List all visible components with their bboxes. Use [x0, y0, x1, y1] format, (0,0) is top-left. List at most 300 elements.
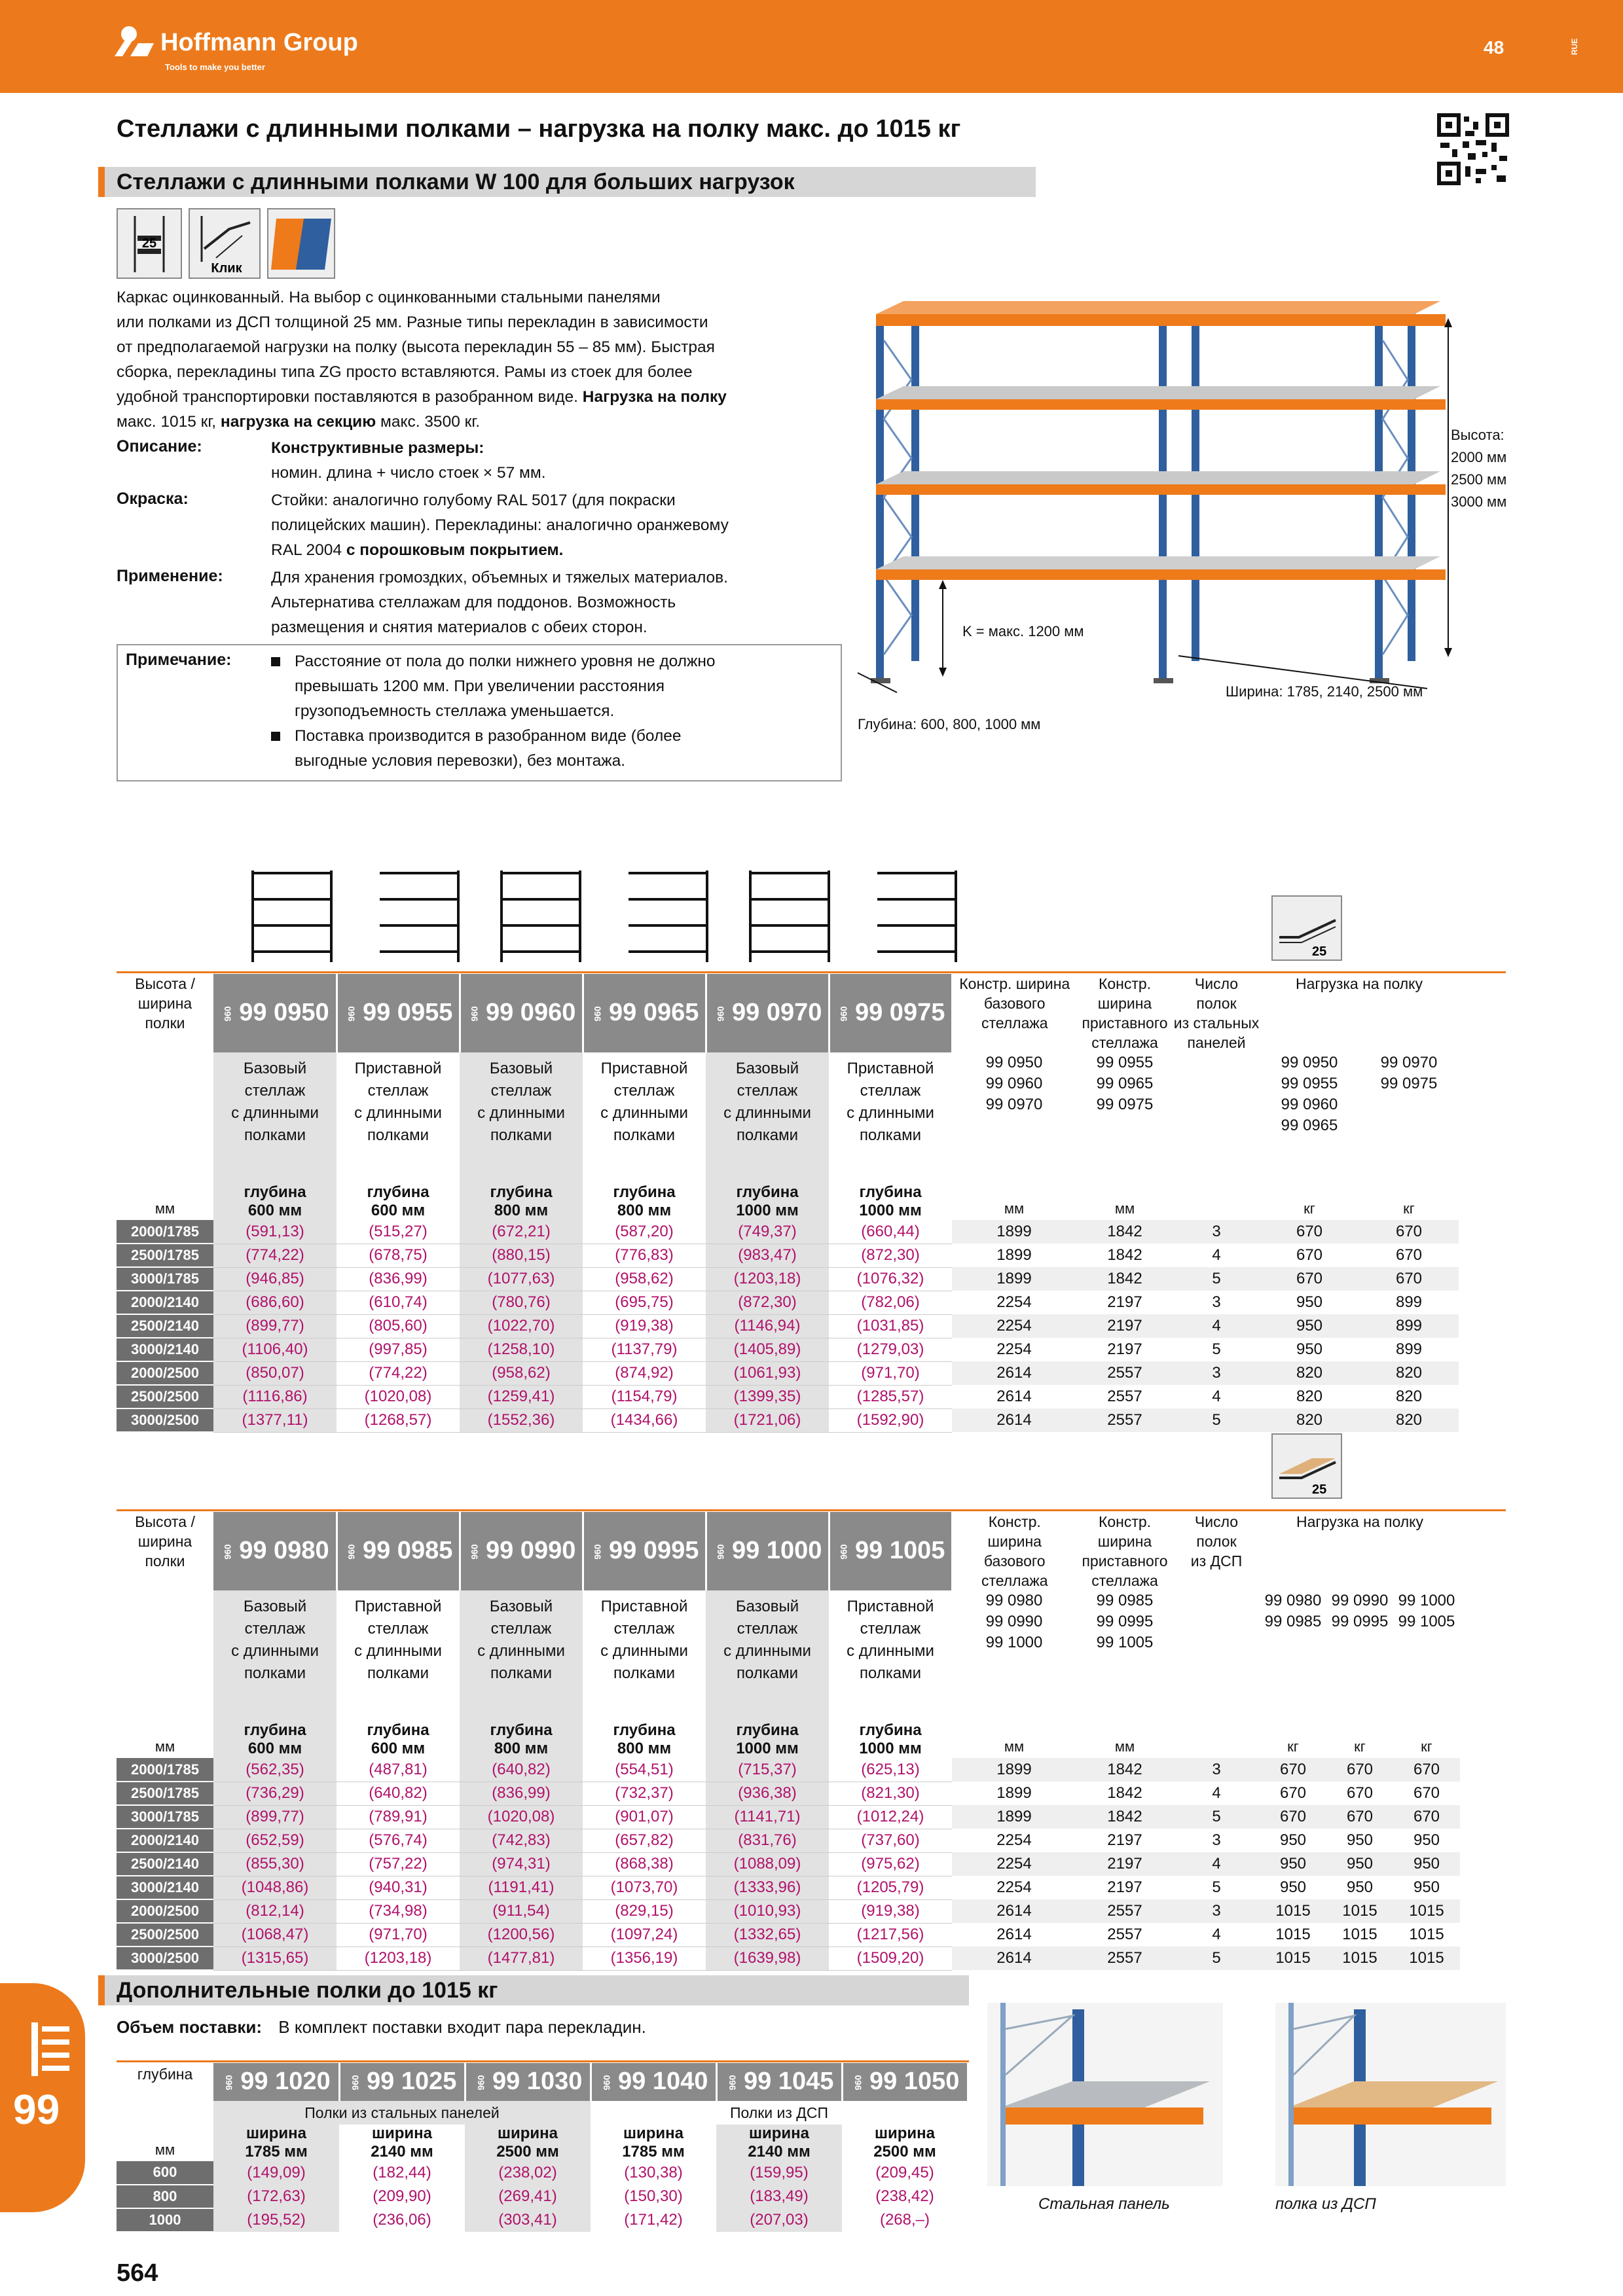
steel-shelf-icon: [1273, 897, 1341, 960]
table-row: [117, 1314, 1459, 1338]
application-value: Для хранения громоздких, объемных и тяжелых материалов. Альтернатива стеллажам для поддонов. Возможность размещения и снятия материалов с обеих сторон.: [271, 569, 728, 636]
price-cell: (652,59): [213, 1829, 337, 1852]
price-cell: (831,76): [706, 1829, 829, 1852]
spec-cell: 5: [1173, 1408, 1260, 1432]
price-cell: (1010,93): [706, 1899, 829, 1923]
price-cell: (562,35): [213, 1758, 337, 1782]
size-label: 2500/2140: [117, 1314, 213, 1338]
table1-top-rule: [117, 971, 1506, 973]
rack-type-label: Приставной стеллаж с длинными полками: [337, 1052, 460, 1183]
depth-row-label: 600: [117, 2161, 213, 2185]
steel-panel-photo: [987, 2003, 1223, 2186]
svg-text:25: 25: [1312, 944, 1327, 959]
price-cell: (587,20): [583, 1220, 706, 1244]
price-cell: (975,62): [829, 1852, 952, 1876]
price-cell: (1031,85): [829, 1314, 952, 1338]
rack-type-label: Приставной стеллаж с длинными полками: [337, 1590, 460, 1721]
spec-cell: 950: [1393, 1876, 1460, 1899]
spec-cell: 950: [1326, 1829, 1393, 1852]
qr-code-icon[interactable]: [1436, 113, 1510, 186]
table-row: [117, 1267, 1459, 1291]
spec-cell: 820: [1260, 1408, 1359, 1432]
table-row: [117, 1946, 1460, 1970]
price-cell: (1200,56): [460, 1923, 583, 1946]
price-cell: (1285,57): [829, 1385, 952, 1408]
unit-label: мм: [1114, 1738, 1135, 1755]
depth-label: глубина 1000 мм: [829, 1183, 952, 1220]
table-row: [117, 1361, 1459, 1385]
rack-type-label: Базовый стеллаж с длинными полками: [213, 1052, 337, 1183]
click-label: Клик: [211, 261, 242, 276]
price-cell: (1012,24): [829, 1805, 952, 1829]
spec-cell: 5: [1173, 1267, 1260, 1291]
price-cell: (238,02): [465, 2161, 591, 2185]
spec-cell: 1015: [1393, 1923, 1460, 1946]
price-cell: (686,60): [213, 1291, 337, 1314]
unit-label: мм: [155, 1738, 175, 1755]
price-cell: (195,52): [213, 2208, 339, 2232]
price-cell: (1477,81): [460, 1946, 583, 1970]
rack-type-icons: [246, 867, 960, 965]
spec-cell: 1842: [1076, 1267, 1173, 1291]
article-code-header: 960 99 1040: [591, 2063, 716, 2101]
table-row: [117, 1758, 1460, 1782]
price-cell: (1097,24): [583, 1923, 706, 1946]
price-cell: (757,22): [337, 1852, 460, 1876]
depth-label: глубина 1000 мм: [706, 1721, 829, 1758]
rack-type-label: Приставной стеллаж с длинными полками: [829, 1590, 952, 1721]
bullet-icon: [271, 657, 280, 666]
height-label: Высота: 2000 мм 2500 мм 3000 мм: [1451, 427, 1507, 510]
spec-cell: 2197: [1076, 1338, 1173, 1361]
thickness-value: 25: [141, 236, 157, 251]
price-cell: (1279,03): [829, 1338, 952, 1361]
depth-label: глубина 800 мм: [460, 1721, 583, 1758]
spec-cell: 1899: [952, 1805, 1076, 1829]
spec-cell: 1842: [1076, 1220, 1173, 1244]
depth-label: глубина 800 мм: [583, 1721, 706, 1758]
size-label: 2000/1785: [117, 1758, 213, 1782]
spec-cell: 899: [1359, 1338, 1459, 1361]
spec-cell: 3: [1173, 1899, 1260, 1923]
spec-cell: 670: [1326, 1758, 1393, 1782]
spec-cell: 4: [1173, 1923, 1260, 1946]
price-cell: (1259,41): [460, 1385, 583, 1408]
price-cell: (901,07): [583, 1805, 706, 1829]
intro-text: Каркас оцинкованный. На выбор с оцинкованными стальными панелями или полками из ДСП толщиной 25 мм. Разные типы перекладин в зависимости от предполагаемой нагрузки на полку (высота перекладин 55 – 85 мм). Быстрая сборка, перекладины типа ZG просто вставляются. Рамы из стоек для более удобной транспортировки поставляются в разобранном виде. Нагрузка на полку макс. 1015 кг, нагрузка на секцию макс. 3500 кг.: [117, 289, 727, 431]
bullet-icon: [271, 732, 280, 741]
spec-cell: 2197: [1076, 1852, 1173, 1876]
rack-type-label: Базовый стеллаж с длинными полками: [213, 1590, 337, 1721]
table-row: [117, 1923, 1460, 1946]
description-value: Конструктивные размеры: номин. длина + число стоек × 57 мм.: [271, 439, 546, 482]
spec-cell: 1899: [952, 1267, 1076, 1291]
spec-cell: 820: [1359, 1408, 1459, 1432]
rack-drawing: [851, 288, 1480, 746]
unit-label: мм: [1114, 1200, 1135, 1217]
price-cell: (850,07): [213, 1361, 337, 1385]
spec-cell: 2254: [952, 1338, 1076, 1361]
price-cell: (734,98): [337, 1899, 460, 1923]
price-cell: (1205,79): [829, 1876, 952, 1899]
size-label: 2000/2140: [117, 1829, 213, 1852]
article-code-header: 960 99 0965: [583, 974, 706, 1052]
price-cell: (209,45): [842, 2161, 968, 2185]
spec-cell: 1015: [1393, 1946, 1460, 1970]
rack-type-label: Приставной стеллаж с длинными полками: [583, 1590, 706, 1721]
spec-cell: 1015: [1326, 1923, 1393, 1946]
table-row: [117, 1291, 1459, 1314]
chipboard-shelf-table: [117, 1512, 1460, 1971]
spec-cell: 1899: [952, 1244, 1076, 1267]
add-codes-list: 99 0955 99 0965 99 0975: [1096, 1054, 1154, 1113]
spec-cell: 2614: [952, 1385, 1076, 1408]
price-cell: (936,38): [706, 1782, 829, 1805]
article-code-header: 960 99 1020: [213, 2063, 339, 2101]
price-cell: (821,30): [829, 1782, 952, 1805]
price-cell: (1552,36): [460, 1408, 583, 1432]
price-cell: (1146,94): [706, 1314, 829, 1338]
depth-label: глубина 800 мм: [583, 1183, 706, 1220]
spec-cell: 2614: [952, 1923, 1076, 1946]
brand-tagline: Tools to make you better: [165, 62, 265, 72]
price-cell: (880,15): [460, 1244, 583, 1267]
size-label: 3000/2140: [117, 1876, 213, 1899]
spec-cell: 2254: [952, 1852, 1076, 1876]
price-cell: (736,29): [213, 1782, 337, 1805]
depth-label: глубина 600 мм: [213, 1183, 337, 1220]
price-cell: (657,82): [583, 1829, 706, 1852]
extra-shelves-table: [117, 2063, 969, 2233]
spec-cell: 1015: [1260, 1923, 1326, 1946]
spec-cell: 1899: [952, 1782, 1076, 1805]
article-code-header: 960 99 1045: [716, 2063, 842, 2101]
article-code-header: 960 99 1025: [339, 2063, 465, 2101]
spec-cell: 1899: [952, 1220, 1076, 1244]
shelf-count-header: Число полок из ДСП: [1190, 1513, 1243, 1570]
chipboard-group-label: Полки из ДСП: [729, 2104, 829, 2121]
price-cell: (971,70): [829, 1361, 952, 1385]
price-cell: (974,31): [460, 1852, 583, 1876]
price-cell: (737,60): [829, 1829, 952, 1852]
spec-cell: 2197: [1076, 1829, 1173, 1852]
catalog-page-number: 48: [1484, 37, 1504, 58]
price-cell: (1076,32): [829, 1267, 952, 1291]
spec-cell: 2614: [952, 1946, 1076, 1970]
width-label: ширина 2500 мм: [465, 2125, 591, 2161]
spec-cell: 950: [1260, 1291, 1359, 1314]
shelf-count-header: Число полок из стальных панелей: [1173, 975, 1260, 1051]
unit-label: [1173, 1721, 1260, 1758]
spec-cell: 1842: [1076, 1805, 1173, 1829]
price-cell: (1592,90): [829, 1408, 952, 1432]
price-cell: (1217,56): [829, 1923, 952, 1946]
delivery-scope-label: Объем поставки:: [117, 2017, 263, 2037]
price-cell: (207,03): [716, 2208, 842, 2232]
size-label: 2000/2140: [117, 1291, 213, 1314]
price-cell: (182,44): [339, 2161, 465, 2185]
table-row: [117, 1385, 1459, 1408]
price-cell: (1315,65): [213, 1946, 337, 1970]
click-mount-icon: [190, 209, 259, 278]
article-code-header: 960 99 0955: [337, 974, 460, 1052]
thickness-icon: [118, 209, 181, 278]
spec-cell: 4: [1173, 1314, 1260, 1338]
table-row: [117, 1782, 1460, 1805]
article-code-header: 960 99 0985: [337, 1512, 460, 1590]
price-cell: (554,51): [583, 1758, 706, 1782]
price-cell: (872,30): [829, 1244, 952, 1267]
rack-type-label: Приставной стеллаж с длинными полками: [829, 1052, 952, 1183]
shelf-load-header: Нагрузка на полку: [1296, 1513, 1423, 1530]
spec-cell: 1015: [1393, 1899, 1460, 1923]
price-cell: (1268,57): [337, 1408, 460, 1432]
price-cell: (1509,20): [829, 1946, 952, 1970]
spec-cell: 2197: [1076, 1876, 1173, 1899]
depth-label: глубина 600 мм: [213, 1721, 337, 1758]
spec-cell: 4: [1173, 1244, 1260, 1267]
size-label: 2500/1785: [117, 1244, 213, 1267]
spec-cell: 1899: [952, 1758, 1076, 1782]
price-cell: (940,31): [337, 1876, 460, 1899]
price-cell: (149,09): [213, 2161, 339, 2185]
table-row: [117, 1244, 1459, 1267]
delivery-scope-value: В комплект поставки входит пара перекладин.: [278, 2017, 646, 2037]
price-cell: (805,60): [337, 1314, 460, 1338]
spec-cell: 2557: [1076, 1385, 1173, 1408]
spec-cell: 820: [1359, 1385, 1459, 1408]
spec-cell: 2254: [952, 1876, 1076, 1899]
unit-label: кг: [1421, 1738, 1432, 1755]
price-cell: (1061,93): [706, 1361, 829, 1385]
spec-cell: 820: [1260, 1385, 1359, 1408]
spec-cell: 670: [1260, 1758, 1326, 1782]
price-cell: (172,63): [213, 2185, 339, 2208]
spec-cell: 1842: [1076, 1782, 1173, 1805]
note-label: Примечание:: [126, 651, 232, 669]
color-swatch-icon: [268, 209, 334, 278]
price-cell: (1088,09): [706, 1852, 829, 1876]
size-label: 2500/2500: [117, 1385, 213, 1408]
spec-cell: 950: [1393, 1829, 1460, 1852]
section2-heading-bar: [98, 1975, 969, 2005]
section-heading: Стеллажи с длинными полками W 100 для больших нагрузок: [117, 170, 795, 194]
steel-shelf-tile: [1271, 895, 1342, 961]
spec-cell: 1015: [1326, 1899, 1393, 1923]
price-cell: (1020,08): [460, 1805, 583, 1829]
load-codes-list: 99 0950 99 0955 99 0960 99 0965: [1281, 1054, 1338, 1134]
price-cell: (159,95): [716, 2161, 842, 2185]
price-cell: (855,30): [213, 1852, 337, 1876]
price-cell: (774,22): [337, 1361, 460, 1385]
spec-cell: 670: [1393, 1758, 1460, 1782]
spec-cell: 670: [1359, 1220, 1459, 1244]
size-label: 2000/2500: [117, 1899, 213, 1923]
price-cell: (872,30): [706, 1291, 829, 1314]
description-label: Описание:: [117, 437, 202, 456]
delivery-scope: [117, 2017, 646, 2037]
spec-cell: 5: [1173, 1946, 1260, 1970]
price-cell: (695,75): [583, 1291, 706, 1314]
price-cell: (1154,79): [583, 1385, 706, 1408]
spec-cell: 1015: [1260, 1899, 1326, 1923]
spec-cell: 820: [1260, 1361, 1359, 1385]
shelving-chapter-icon: [29, 2020, 75, 2079]
price-cell: (625,13): [829, 1758, 952, 1782]
article-code-header: 960 99 0990: [460, 1512, 583, 1590]
hoffmann-logo-icon: [115, 25, 155, 58]
price-cell: (640,82): [460, 1758, 583, 1782]
page-title: Стеллажи с длинными полками – нагрузка на полку макс. до 1015 кг: [117, 115, 961, 143]
price-cell: (150,30): [591, 2185, 716, 2208]
spec-cell: 670: [1260, 1782, 1326, 1805]
spec-cell: 2254: [952, 1314, 1076, 1338]
size-label: 2000/2500: [117, 1361, 213, 1385]
price-cell: (742,83): [460, 1829, 583, 1852]
unit-label: кг: [1354, 1738, 1366, 1755]
spec-cell: 2557: [1076, 1946, 1173, 1970]
load-codes-list: 99 0990 99 0995: [1331, 1592, 1389, 1630]
shelf-load-header: Нагрузка на полку: [1296, 975, 1423, 992]
price-cell: (610,74): [337, 1291, 460, 1314]
spec-cell: 950: [1326, 1852, 1393, 1876]
price-cell: (1434,66): [583, 1408, 706, 1432]
price-cell: (1141,71): [706, 1805, 829, 1829]
click-beam-tile: [189, 208, 261, 279]
rack-type-label: Базовый стеллаж с длинными полками: [706, 1052, 829, 1183]
price-cell: (1020,08): [337, 1385, 460, 1408]
unit-label: мм: [1004, 1200, 1025, 1217]
brand-name: Hoffmann Group: [160, 29, 358, 56]
depth-label: глубина 600 мм: [337, 1721, 460, 1758]
spec-cell: 4: [1173, 1852, 1260, 1876]
table-row: [117, 1899, 1460, 1923]
spec-cell: 2557: [1076, 1923, 1173, 1946]
depth-label: глубина 600 мм: [337, 1183, 460, 1220]
spec-cell: 670: [1393, 1782, 1460, 1805]
price-cell: (715,37): [706, 1758, 829, 1782]
size-label: 3000/2500: [117, 1408, 213, 1432]
depth-row-label: 1000: [117, 2208, 213, 2232]
price-cell: (946,85): [213, 1267, 337, 1291]
spec-cell: 2254: [952, 1291, 1076, 1314]
base-codes-list: 99 0950 99 0960 99 0970: [985, 1054, 1043, 1113]
section2-heading: Дополнительные полки до 1015 кг: [117, 1978, 498, 2003]
chipboard-shelf-tile: [1271, 1433, 1342, 1499]
price-cell: (997,85): [337, 1338, 460, 1361]
width-label: ширина 1785 мм: [213, 2125, 339, 2161]
spec-cell: 2614: [952, 1361, 1076, 1385]
price-cell: (776,83): [583, 1244, 706, 1267]
price-cell: (1332,65): [706, 1923, 829, 1946]
note-list: Расстояние от пола до полки нижнего уровня не должно превышать 1200 мм. При увеличении расстояния грузоподъемность стеллажа уменьшается. Поставка производится в разобранном виде (более выгодные условия перевозки), без монтажа.: [271, 649, 716, 774]
depth-label: глубина 1000 мм: [706, 1183, 829, 1220]
price-cell: (789,91): [337, 1805, 460, 1829]
size-label: 2500/1785: [117, 1782, 213, 1805]
svg-text:25: 25: [1312, 1482, 1327, 1497]
spec-cell: 2557: [1076, 1408, 1173, 1432]
price-cell: (958,62): [583, 1267, 706, 1291]
price-cell: (183,49): [716, 2185, 842, 2208]
price-cell: (1048,86): [213, 1876, 337, 1899]
spec-cell: 670: [1260, 1805, 1326, 1829]
spec-cell: 950: [1260, 1852, 1326, 1876]
price-cell: (238,42): [842, 2185, 968, 2208]
price-cell: (1137,79): [583, 1338, 706, 1361]
spec-cell: 670: [1359, 1267, 1459, 1291]
spec-cell: 3: [1173, 1361, 1260, 1385]
spec-cell: 950: [1260, 1338, 1359, 1361]
spec-cell: 3: [1173, 1829, 1260, 1852]
table3-top-rule: [117, 2060, 969, 2062]
spec-cell: 670: [1359, 1244, 1459, 1267]
article-code-header: 960 99 0975: [829, 974, 952, 1052]
size-label: 2500/2140: [117, 1852, 213, 1876]
price-cell: (836,99): [460, 1782, 583, 1805]
chipboard-shelf-icon: [1273, 1435, 1341, 1498]
width-label: ширина 2140 мм: [716, 2125, 842, 2161]
price-cell: (829,15): [583, 1899, 706, 1923]
table-row: [117, 2185, 968, 2208]
price-cell: (640,82): [337, 1782, 460, 1805]
spec-cell: 2197: [1076, 1314, 1173, 1338]
spec-cell: 1015: [1260, 1946, 1326, 1970]
spec-cell: 2557: [1076, 1361, 1173, 1385]
rack-illustration: [871, 301, 1446, 683]
table-row: [117, 1338, 1459, 1361]
size-label: 2500/2500: [117, 1923, 213, 1946]
rack-type-label: Базовый стеллаж с длинными полками: [460, 1052, 583, 1183]
table2-top-rule: [117, 1509, 1506, 1511]
price-cell: (660,44): [829, 1220, 952, 1244]
load-codes-list: 99 1000 99 1005: [1398, 1592, 1455, 1630]
price-cell: (171,42): [591, 2208, 716, 2232]
price-cell: (899,77): [213, 1314, 337, 1338]
spec-cell: 4: [1173, 1782, 1260, 1805]
unit-label: кг: [1403, 1200, 1415, 1217]
article-code-header: 960 99 1030: [465, 2063, 591, 2101]
article-code-header: 960 99 1050: [842, 2063, 968, 2101]
price-cell: (782,06): [829, 1291, 952, 1314]
table-row: [117, 1220, 1459, 1244]
base-width-header: Констр. ширина базового стеллажа: [959, 975, 1070, 1031]
k-label: K = макс. 1200 мм: [962, 623, 1084, 639]
article-code-header: 960 99 0960: [460, 974, 583, 1052]
unit-label: [1173, 1183, 1260, 1220]
section-heading-bar: [98, 167, 1036, 197]
steel-panel-caption: Стальная панель: [1038, 2195, 1170, 2213]
spec-cell: 950: [1260, 1314, 1359, 1338]
rack-type-label: Приставной стеллаж с длинными полками: [583, 1052, 706, 1183]
price-cell: (983,47): [706, 1244, 829, 1267]
price-cell: (515,27): [337, 1220, 460, 1244]
unit-label: мм: [155, 1200, 175, 1217]
price-cell: (919,38): [829, 1899, 952, 1923]
spec-cell: 2614: [952, 1899, 1076, 1923]
table-row: [117, 1829, 1460, 1852]
price-cell: (812,14): [213, 1899, 337, 1923]
size-label: 3000/1785: [117, 1805, 213, 1829]
price-cell: (591,13): [213, 1220, 337, 1244]
price-cell: (958,62): [460, 1361, 583, 1385]
price-cell: (1721,06): [706, 1408, 829, 1432]
size-label: 3000/2500: [117, 1946, 213, 1970]
spec-cell: 2197: [1076, 1291, 1173, 1314]
spec-cell: 2254: [952, 1829, 1076, 1852]
spec-cell: 670: [1393, 1805, 1460, 1829]
load-codes-list: 99 0970 99 0975: [1380, 1054, 1438, 1092]
base-codes-list: 99 0980 99 0990 99 1000: [985, 1592, 1043, 1651]
